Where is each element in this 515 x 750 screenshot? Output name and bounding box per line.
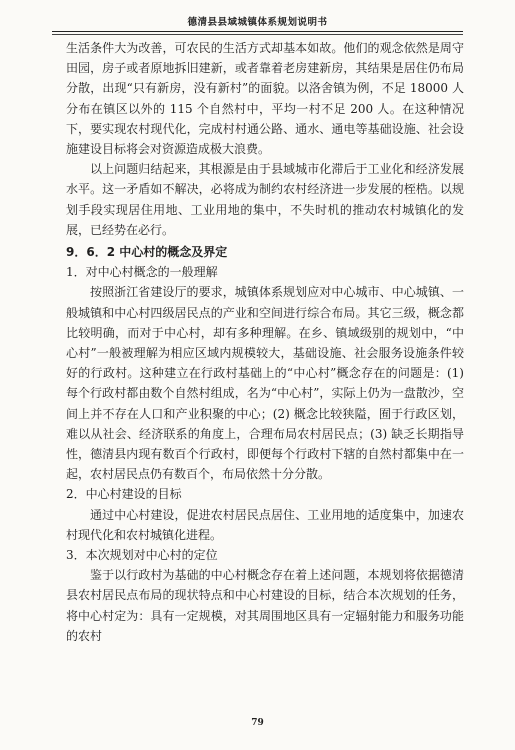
sub-heading-2: 2．中心村建设的目标 <box>66 487 182 502</box>
paragraph-3: 按照浙江省建设厅的要求，城镇体系规划应对中心城市、中心城镇、一般城镇和中心村四级居民点的产业和空间进行综合布局。其它三级，概念都比较明确，而对于中心村，却有多种理解。在乡、镇域级别的规划中，“中心村”一般被理解为相应区域内规模较大，基础设施、社会服务设施条件较好的行政村。这种建立在行政村基础上的“中心村”概念存在的问题是：(1) 每个行政村都由数个自然村组成，名为“中心村”，实际上仍为一盘散沙，空间上并不存在人口和产业积聚的中心；(2) 概念比较狭隘，囿于行政区划，难以从社会、经济联系的角度上，合理布局农村居民点；(3) 缺乏长期指导性，德清县内现有数百个行政村，即便每个行政村下辖的自然村都集中在一起，农村居民点仍有数百个，布局依然十分分散。 <box>66 285 464 482</box>
paragraph-2: 以上问题归结起来，其根源是由于县域城市化滞后于工业化和经济发展水平。这一矛盾如不解决，必将成为制约农村经济进一步发展的桎梏。以规划手段实现居住用地、工业用地的集中，不失时机的推动农村城镇化的发展，已经势在必行。 <box>66 162 464 237</box>
header-rule <box>52 31 463 32</box>
page-body <box>66 38 464 646</box>
sub-heading-3: 3．本次规划对中心村的定位 <box>66 548 218 563</box>
sub-heading-1: 1．对中心村概念的一般理解 <box>66 265 218 280</box>
paragraph-4: 通过中心村建设，促进农村居民点居住、工业用地的适度集中，加速农村现代化和农村城镇化进程。 <box>66 507 464 542</box>
section-heading: 9．6．2 中心村的概念及界定 <box>66 245 228 260</box>
header-rule-thin <box>52 34 463 35</box>
page-number: 79 <box>251 718 264 728</box>
paragraph-5: 鉴于以行政村为基础的中心村概念存在着上述问题，本规划将依据德清县农村居民点布局的现状特点和中心村建设的目标，结合本次规划的任务，将中心村定为：具有一定规模，对其周围地区具有一定辐射能力和服务功能的农村 <box>66 568 464 643</box>
page-header: 德清县县域城镇体系规划说明书 <box>187 17 328 28</box>
paragraph-1: 生活条件大为改善，可农民的生活方式却基本如故。他们的观念依然是周守田园，房子或者原地拆旧建新，或者靠着老房建新房，其结果是居住仍布局分散，出现“只有新房，没有新村”的面貌。以洛舍镇为例，不足 18000 人分布在镇区以外的 115 个自然村中，平均一村不足 200 人。在这种情况下，要实现农村现代化，完成村村通公路、通水、通电等基础设施、社会设施建设目标将会对资源造成极大浪费。 <box>66 41 464 157</box>
